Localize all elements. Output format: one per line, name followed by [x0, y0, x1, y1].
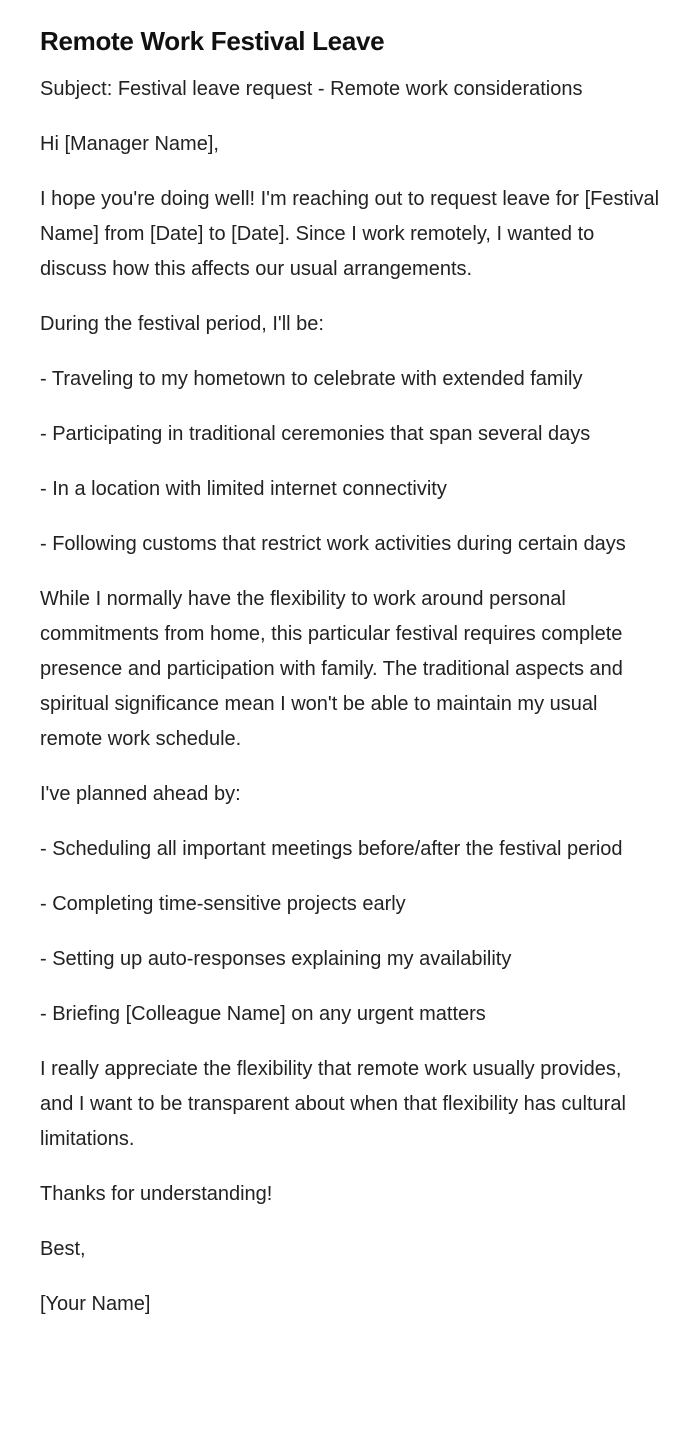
signature-name: [Your Name] — [40, 1293, 151, 1315]
document-title: Remote Work Festival Leave — [40, 26, 385, 56]
list-item: - In a location with limited internet connectivity — [40, 478, 447, 500]
intro-paragraph: I hope you're doing well! I'm reaching out to request leave for [Festival Name] from [Date] to [Date]. Since I work remotely, I wanted to discuss how this affects our usual arrangements. — [40, 188, 660, 280]
plan-intro: I've planned ahead by: — [40, 783, 241, 805]
list-item: - Briefing [Colleague Name] on any urgent matters — [40, 1003, 486, 1025]
list-item: - Traveling to my hometown to celebrate with extended family — [40, 368, 583, 390]
list-item: - Participating in traditional ceremonies that span several days — [40, 423, 591, 445]
list-intro: During the festival period, I'll be: — [40, 313, 324, 335]
subject-line: Subject: Festival leave request - Remote work considerations — [40, 78, 583, 100]
list-item: - Completing time-sensitive projects early — [40, 893, 406, 915]
body-paragraph: While I normally have the flexibility to work around personal commitments from home, this particular festival requires complete presence and participation with family. The traditional aspects and spiritual significance mean I won't be able to maintain my usual remote work schedule. — [40, 588, 623, 750]
thanks-line: Thanks for understanding! — [40, 1183, 273, 1205]
greeting: Hi [Manager Name], — [40, 133, 219, 155]
list-item: - Following customs that restrict work activities during certain days — [40, 533, 626, 555]
list-item: - Scheduling all important meetings before/after the festival period — [40, 838, 623, 860]
list-item: - Setting up auto-responses explaining my availability — [40, 948, 512, 970]
closing-paragraph: I really appreciate the flexibility that remote work usually provides, and I want to be transparent about when that flexibility has cultural limitations. — [40, 1058, 626, 1150]
sign-off: Best, — [40, 1238, 86, 1260]
